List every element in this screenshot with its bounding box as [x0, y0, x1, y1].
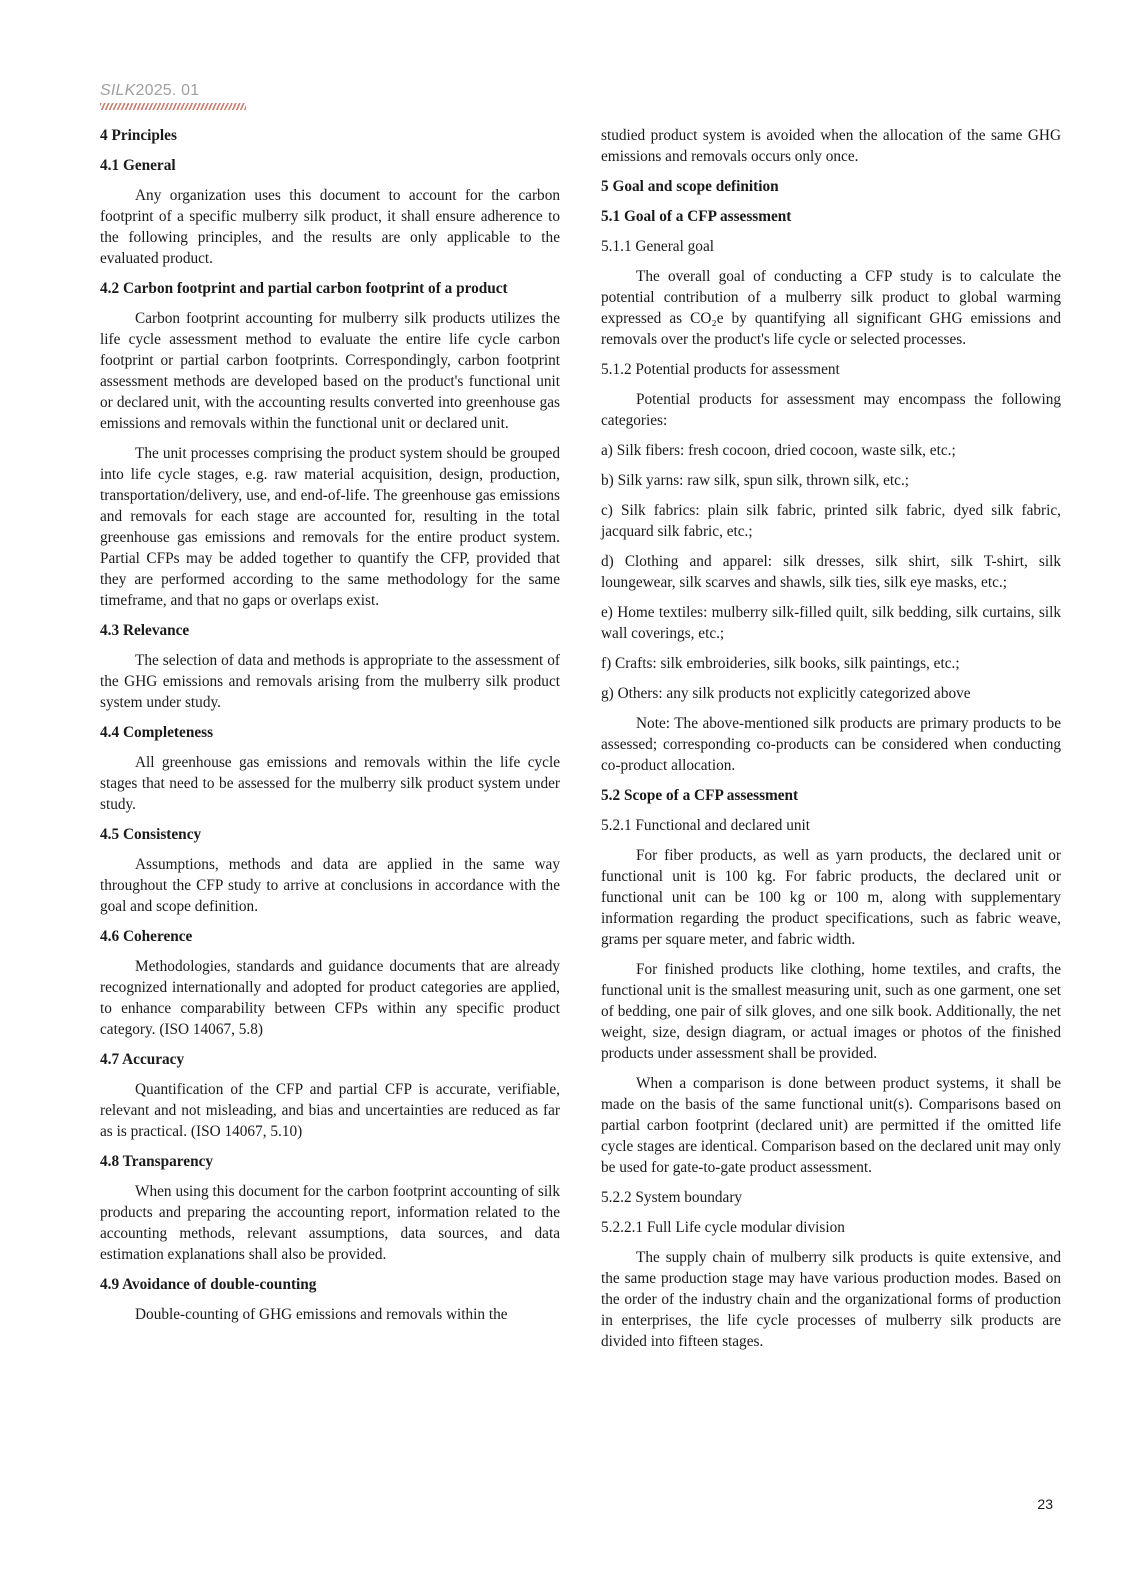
right-column	[601, 125, 1061, 1361]
subsection-heading: 4.9 Avoidance of double-counting	[100, 1276, 317, 1293]
paragraph: The unit processes comprising the product system should be grouped into life cycle stages, e.g. raw material acquisition, design, production, transportation/delivery, use, and end-of-life. The greenhouse gas emissions and removals for each stage are accounted for, resulting in the total greenhouse gas emissions and removals for the entire product system. Partial CFPs may be added together to quantify the CFP, provided that they are performed according to the same methodology for the same timeframe, and that no gaps or overlaps exist.	[100, 445, 560, 609]
list-item: e) Home textiles: mulberry silk-filled quilt, silk bedding, silk curtains, silk wall coverings, etc.;	[601, 604, 1061, 642]
subsubsection-heading: 5.2.2.1 Full Life cycle modular division	[601, 1219, 845, 1236]
subsection-heading: 4.7 Accuracy	[100, 1051, 185, 1068]
brand-issue: 2025. 01	[135, 82, 200, 99]
section-heading: 5 Goal and scope definition	[601, 178, 779, 195]
paragraph: All greenhouse gas emissions and removals within the life cycle stages that need to be assessed for the mulberry silk product system under study.	[100, 754, 560, 813]
journal-brand	[100, 82, 246, 100]
paragraph: The overall goal of conducting a CFP study is to calculate the potential contribution of a mulberry silk product to global warming expressed as CO₂e by quantifying all significant GHG emissions and removals over the product's life cycle or selected processes.	[601, 268, 1061, 348]
subsection-heading: 5.2 Scope of a CFP assessment	[601, 787, 799, 804]
subsubsection-heading: 5.2.1 Functional and declared unit	[601, 817, 811, 834]
subsection-heading: 4.2 Carbon footprint and partial carbon footprint of a product	[100, 280, 508, 297]
paragraph: For fiber products, as well as yarn products, the declared unit or functional unit is 100 kg. For fabric products, the declared unit or functional unit can be 100 kg or 100 m, along with supplementary information regarding the product specifications, such as fabric weave, grams per square meter, and fabric width.	[601, 847, 1061, 948]
left-column	[100, 125, 560, 1334]
list-item: c) Silk fabrics: plain silk fabric, printed silk fabric, dyed silk fabric, jacquard silk fabric, etc.;	[601, 502, 1061, 540]
paragraph: When using this document for the carbon footprint accounting of silk products and preparing the accounting report, information related to the accounting methods, relevant assumptions, data sources, and data estimation explanations shall also be provided.	[100, 1183, 560, 1263]
paragraph: Assumptions, methods and data are applied in the same way throughout the CFP study to arrive at conclusions in accordance with the goal and scope definition.	[100, 856, 560, 915]
subsection-heading: 4.6 Coherence	[100, 928, 193, 945]
list-item: d) Clothing and apparel: silk dresses, silk shirt, silk T-shirt, silk loungewear, silk scarves and shawls, silk ties, silk eye masks, etc.;	[601, 553, 1061, 591]
subsubsection-heading: 5.1.2 Potential products for assessment	[601, 361, 840, 378]
paragraph: For finished products like clothing, home textiles, and crafts, the functional unit is the smallest measuring unit, such as one garment, one set of bedding, one pair of silk gloves, and one silk book. Additionally, the net weight, size, design diagram, or actual images or photos of the finished products under assessment shall be provided.	[601, 961, 1061, 1062]
subsubsection-heading: 5.1.1 General goal	[601, 238, 714, 255]
page-header	[100, 82, 246, 110]
paragraph: The supply chain of mulberry silk products is quite extensive, and the same production stage may have various production modes. Based on the order of the industry chain and the organizational forms of production in enterprises, the life cycle processes of mulberry silk products are divided into fifteen stages.	[601, 1249, 1061, 1350]
paragraph: Quantification of the CFP and partial CFP is accurate, verifiable, relevant and not misleading, and bias and uncertainties are reduced as far as is practical. (ISO 14067, 5.10)	[100, 1081, 560, 1140]
section-heading: 4 Principles	[100, 127, 177, 144]
list-item: a) Silk fibers: fresh cocoon, dried cocoon, waste silk, etc.;	[601, 442, 956, 459]
brand-name: SILK	[100, 82, 136, 99]
list-item: b) Silk yarns: raw silk, spun silk, thrown silk, etc.;	[601, 472, 910, 489]
subsection-heading: 5.1 Goal of a CFP assessment	[601, 208, 792, 225]
subsection-heading: 4.3 Relevance	[100, 622, 190, 639]
subsection-heading: 4.5 Consistency	[100, 826, 202, 843]
subsection-heading: 4.1 General	[100, 157, 176, 174]
list-item: g) Others: any silk products not explicitly categorized above	[601, 685, 971, 702]
paragraph: Potential products for assessment may encompass the following categories:	[601, 391, 1061, 429]
paragraph: Carbon footprint accounting for mulberry silk products utilizes the life cycle assessment method to evaluate the entire life cycle carbon footprint or partial carbon footprints. Correspondingly, carbon footprint assessment methods are developed based on the product's functional unit or declared unit, with the accounting results converted into greenhouse gas emissions and removals within the functional unit or declared unit.	[100, 310, 560, 432]
subsubsection-heading: 5.2.2 System boundary	[601, 1189, 743, 1206]
subsection-heading: 4.4 Completeness	[100, 724, 214, 741]
header-stripe-decoration	[100, 103, 246, 110]
paragraph-continued: studied product system is avoided when the allocation of the same GHG emissions and removals occurs only once.	[601, 127, 1061, 165]
paragraph: The selection of data and methods is appropriate to the assessment of the GHG emissions and removals arising from the mulberry silk product system under study.	[100, 652, 560, 711]
paragraph: When a comparison is done between product systems, it shall be made on the basis of the same functional unit(s). Comparisons based on partial carbon footprint (declared unit) are permitted if the omitted life cycle stages are identical. Comparison based on the declared unit may only be used for gate-to-gate product assessment.	[601, 1075, 1061, 1176]
paragraph: Double-counting of GHG emissions and removals within the	[135, 1306, 508, 1323]
subsection-heading: 4.8 Transparency	[100, 1153, 214, 1170]
page-number: 23	[1037, 1496, 1053, 1512]
list-item: f) Crafts: silk embroideries, silk books, silk paintings, etc.;	[601, 655, 960, 672]
paragraph: Any organization uses this document to account for the carbon footprint of a specific mulberry silk product, it shall ensure adherence to the following principles, and the results are only applicable to the evaluated product.	[100, 187, 560, 267]
note-paragraph: Note: The above-mentioned silk products are primary products to be assessed; corresponding co-products can be considered when conducting co-product allocation.	[601, 715, 1061, 774]
paragraph: Methodologies, standards and guidance documents that are already recognized internationally and adopted for product categories are applied, to enhance comparability between CFPs within any specific product category. (ISO 14067, 5.8)	[100, 958, 560, 1038]
